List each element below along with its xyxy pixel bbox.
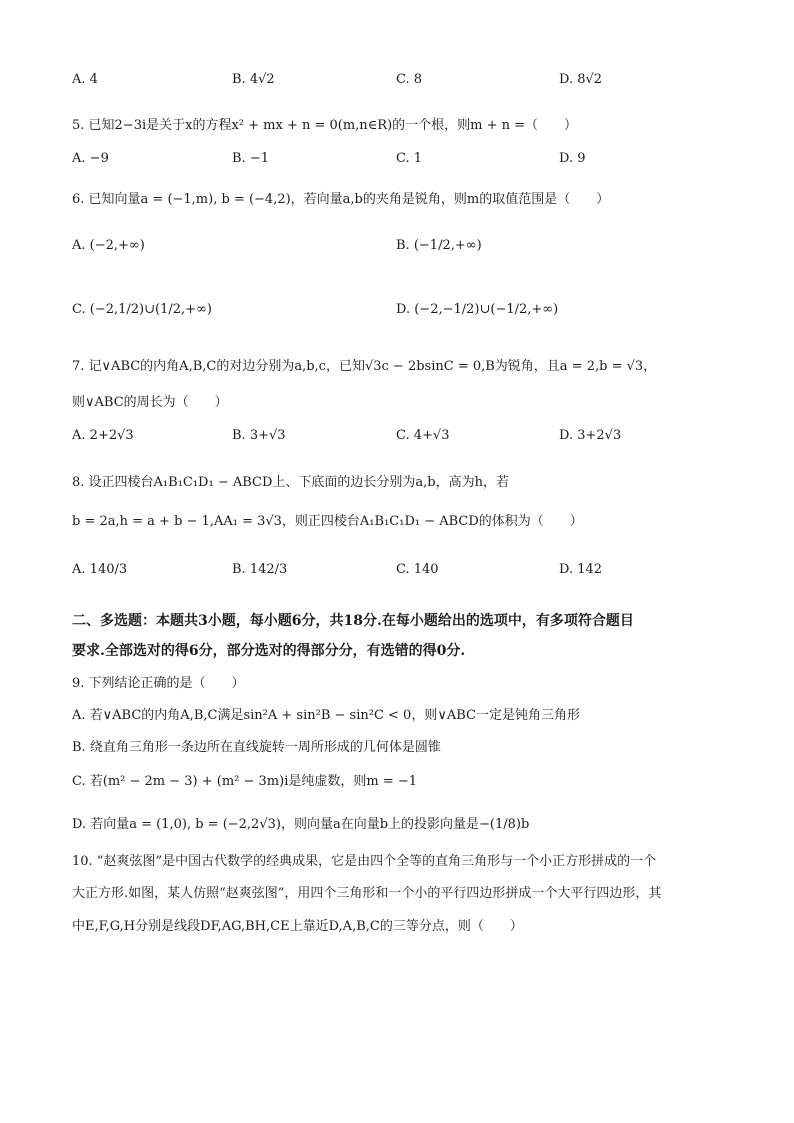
- q6-option-d-letter: D.: [396, 302, 411, 317]
- q9-option-b[interactable]: B. 绕直角三角形一条边所在直线旋转一周所形成的几何体是圆锥: [72, 740, 441, 755]
- q6-option-c-text: (−2,1/2)∪(1/2,+∞): [89, 302, 212, 317]
- q4-option-c[interactable]: [396, 72, 422, 87]
- q7-option-d-letter: D.: [559, 428, 574, 443]
- q4-option-d-letter: D.: [559, 72, 574, 87]
- q5-option-c-letter: C.: [396, 151, 410, 166]
- q7-option-b-text: 3+√3: [249, 428, 286, 443]
- q6-stem: 6. 已知向量a = (−1,m), b = (−4,2)，若向量a,b的夹角是锐角，则m的取值范围是（ ）: [72, 192, 610, 207]
- q4-option-c-text: 8: [413, 72, 423, 87]
- q10-stem-line2: 大正方形.如图，某人仿照“赵爽弦图”，用四个三角形和一个小的平行四边形拼成一个大平行四边形，其: [72, 886, 662, 901]
- q8-option-a-letter: A.: [72, 562, 86, 577]
- q6-option-a-letter: A.: [72, 238, 86, 253]
- q5-option-b[interactable]: [232, 151, 269, 166]
- q8-option-b-text: 142/3: [249, 562, 288, 577]
- q5-option-b-letter: B.: [232, 151, 246, 166]
- q8-option-c[interactable]: [396, 562, 439, 577]
- q4-option-d[interactable]: [559, 72, 602, 87]
- q6-option-a-text: (−2,+∞): [89, 238, 145, 253]
- q6-option-b-text: (−1/2,+∞): [413, 238, 482, 253]
- q7-option-c-text: 4+√3: [413, 428, 450, 443]
- q7-option-a-letter: A.: [72, 428, 86, 443]
- q8-stem-line2: b = 2a,h = a + b − 1,AA₁ = 3√3，则正四棱台A₁B₁C₁D₁ − ABCD的体积为（ ）: [72, 514, 583, 529]
- q5-option-d-text: 9: [577, 151, 586, 166]
- q5-stem: 5. 已知2−3i是关于x的方程x² + mx + n = 0(m,n∈R)的一个根，则m + n =（ ）: [72, 118, 578, 133]
- q6-option-d-text: (−2,−1/2)∪(−1/2,+∞): [414, 302, 559, 317]
- q8-option-c-letter: C.: [396, 562, 410, 577]
- q7-stem-line2: 则∨ABC的周长为（ ）: [72, 395, 228, 410]
- q6-option-c-letter: C.: [72, 302, 86, 317]
- q7-option-a[interactable]: [72, 428, 134, 443]
- q5-option-a-letter: A.: [72, 151, 86, 166]
- q4-option-b-letter: B.: [232, 72, 246, 87]
- section2-header-line2: 要求.全部选对的得6分，部分选对的得部分分，有选错的得0分.: [72, 643, 466, 659]
- q6-option-b[interactable]: [396, 238, 482, 253]
- q5-option-b-text: −1: [249, 151, 269, 166]
- q6-option-a[interactable]: [72, 238, 145, 253]
- q4-option-b[interactable]: [232, 72, 275, 87]
- q7-stem-line1: 7. 记∨ABC的内角A,B,C的对边分别为a,b,c，已知√3c − 2bsinC = 0,B为锐角，且a = 2,b = √3，: [72, 359, 657, 374]
- q6-option-b-letter: B.: [396, 238, 410, 253]
- q8-stem-line1: 8. 设正四棱台A₁B₁C₁D₁ − ABCD上、下底面的边长分别为a,b，高为h，若: [72, 475, 509, 490]
- q5-option-d-letter: D.: [559, 151, 574, 166]
- q8-option-b-letter: B.: [232, 562, 246, 577]
- q6-option-c[interactable]: [72, 302, 212, 317]
- section2-header-line1: 二、多选题：本题共3小题，每小题6分，共18分.在每小题给出的选项中，有多项符合题目: [72, 613, 634, 629]
- q10-stem-line3: 中E,F,G,H分别是线段DF,AG,BH,CE上靠近D,A,B,C的三等分点，则（ ）: [72, 919, 523, 934]
- q9-option-d[interactable]: D. 若向量a = (1,0), b = (−2,2√3)，则向量a在向量b上的投影向量是−(1/8)b: [72, 817, 530, 832]
- q9-stem: 9. 下列结论正确的是（ ）: [72, 676, 245, 691]
- q8-option-d[interactable]: [559, 562, 602, 577]
- q7-option-b-letter: B.: [232, 428, 246, 443]
- q9-option-c[interactable]: C. 若(m² − 2m − 3) + (m² − 3m)i是纯虚数，则m = −1: [72, 774, 418, 789]
- q4-option-a-letter: A.: [72, 72, 86, 87]
- q4-option-d-text: 8√2: [577, 72, 603, 87]
- q8-option-a-text: 140/3: [89, 562, 128, 577]
- q5-option-c-text: 1: [413, 151, 423, 166]
- q5-option-a-text: −9: [89, 151, 109, 166]
- q8-option-d-letter: D.: [559, 562, 574, 577]
- q7-option-b[interactable]: [232, 428, 286, 443]
- q7-option-c-letter: C.: [396, 428, 410, 443]
- q10-stem-line1: 10. “赵爽弦图”是中国古代数学的经典成果，它是由四个全等的直角三角形与一个小正方形拼成的一个: [72, 854, 657, 869]
- q8-option-d-text: 142: [577, 562, 603, 577]
- q9-option-a[interactable]: A. 若∨ABC的内角A,B,C满足sin²A + sin²B − sin²C < 0，则∨ABC一定是钝角三角形: [72, 708, 580, 723]
- q5-option-a[interactable]: [72, 151, 109, 166]
- q4-option-a-text: 4: [89, 72, 98, 87]
- q5-option-c[interactable]: [396, 151, 422, 166]
- q5-option-d[interactable]: [559, 151, 586, 166]
- q7-option-a-text: 2+2√3: [89, 428, 134, 443]
- q7-option-c[interactable]: [396, 428, 449, 443]
- q8-option-c-text: 140: [413, 562, 439, 577]
- q4-option-c-letter: C.: [396, 72, 410, 87]
- q4-option-a[interactable]: [72, 72, 98, 87]
- q8-option-a[interactable]: [72, 562, 127, 577]
- q7-option-d-text: 3+2√3: [577, 428, 622, 443]
- q6-option-d[interactable]: [396, 302, 558, 317]
- q8-option-b[interactable]: [232, 562, 287, 577]
- q7-option-d[interactable]: [559, 428, 621, 443]
- q4-option-b-text: 4√2: [249, 72, 275, 87]
